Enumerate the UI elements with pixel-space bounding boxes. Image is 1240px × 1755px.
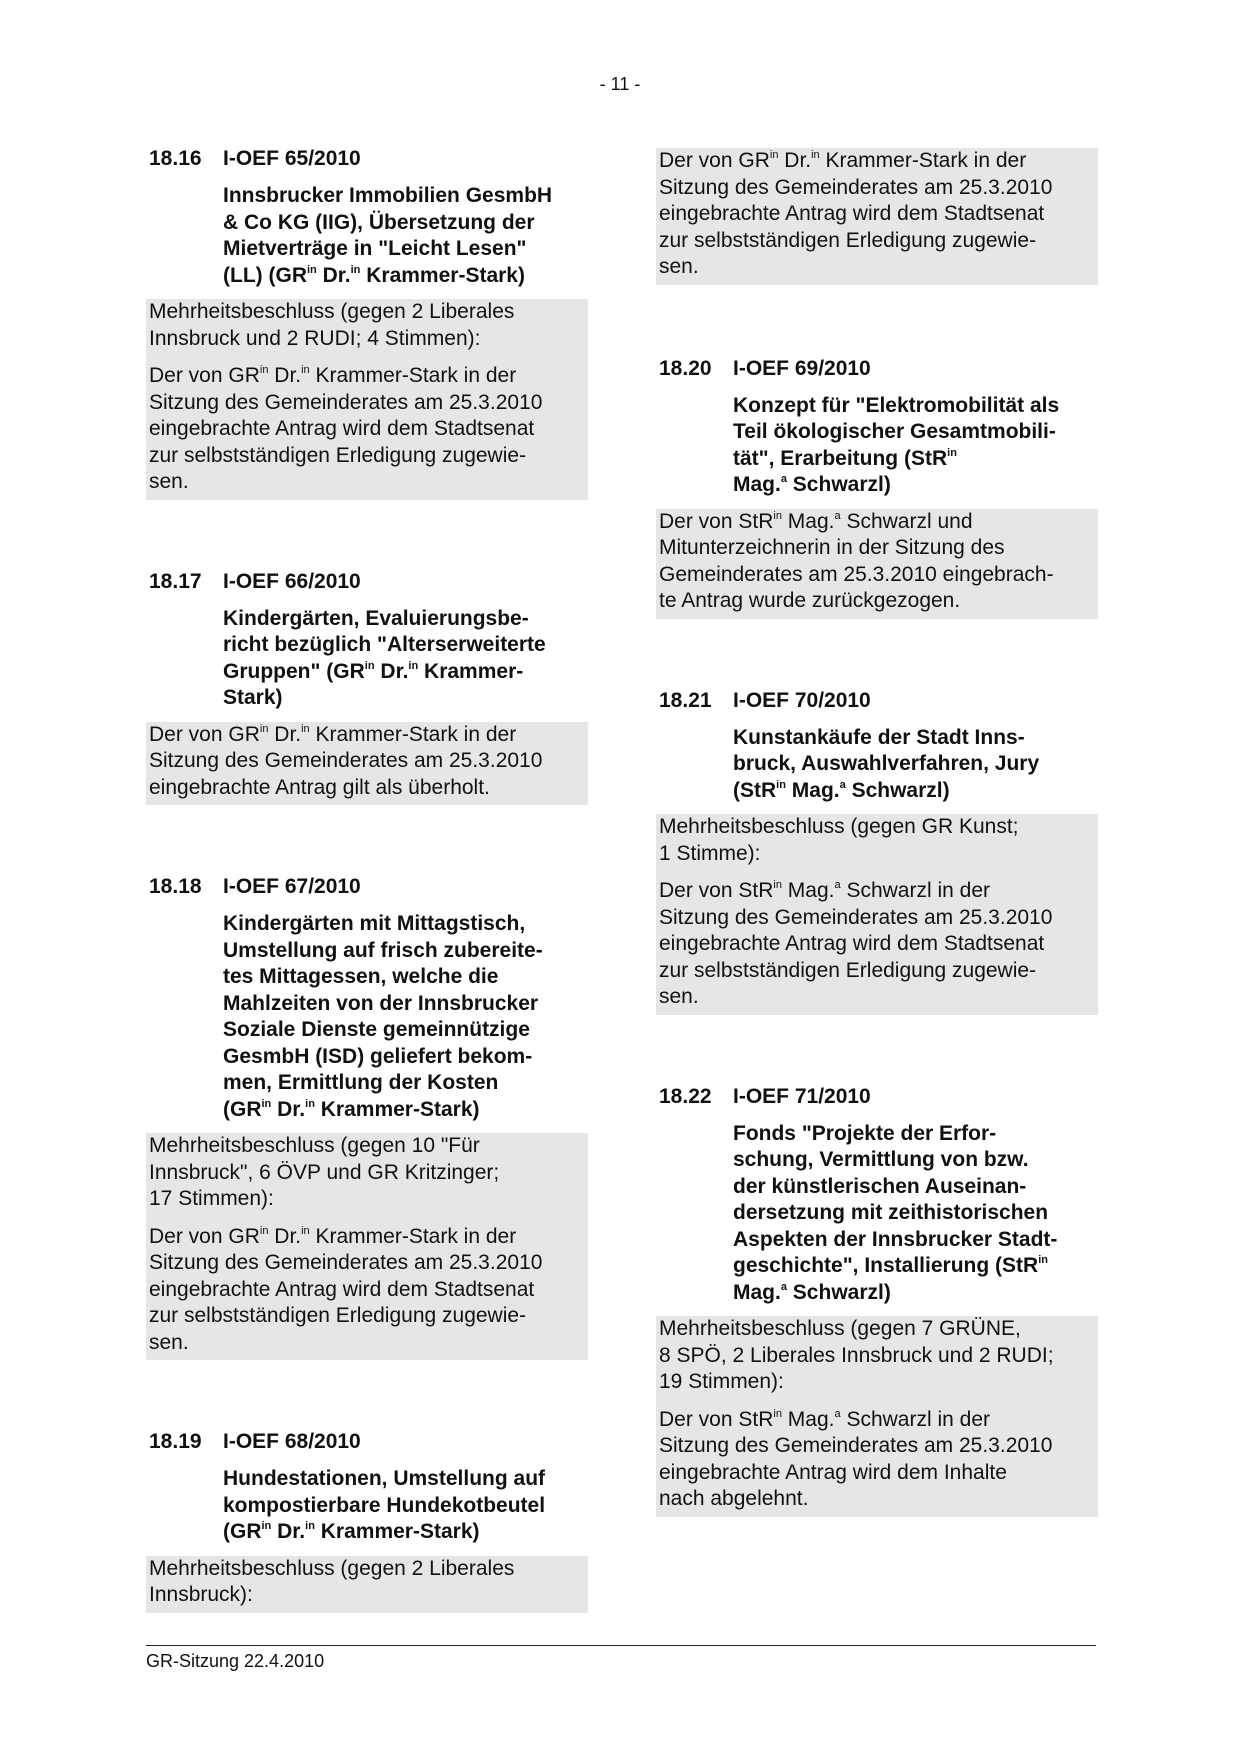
item-heading [656, 1084, 1098, 1110]
agenda-item-18-20 [656, 356, 1098, 619]
page-number: - 11 - [599, 74, 641, 94]
item-title: Kindergärten mit Mittagstisch, Umstellung auf frisch zubereite- tes Mittagessen, welche die Mahlzeiten von der Innsbrucker Soziale Dienste gemeinnützige GesmbH (ISD) geliefert bekom- men, Ermittlung der Kosten ($GR^{in}$ Dr.$^{in}$ Krammer-Stark) [223, 912, 543, 1121]
resolution-text: Der von StR$^{in}$ Mag.$^a$ Schwarzl in der Sitzung des Gemeinderates am 25.3.2010 eingebrachte Antrag wird dem Inhalte nach abgelehnt. [659, 1407, 1053, 1510]
item-title: Kunstankäufe der Stadt Inns- bruck, Auswahlverfahren, Jury (StR$^{in}$ Mag.$^a$ Schwarzl) [733, 725, 1040, 802]
resolution-box [146, 722, 588, 806]
agenda-item-18-16 [146, 146, 588, 500]
item-heading [146, 146, 588, 172]
item-code: I-OEF 68/2010 [223, 1430, 361, 1453]
item-title: Konzept für "Elektromobilität als Teil ökologischer Gesamtmobili- tät", Erarbeitung (StR$^{in}$ Mag.$^a$ Schwarzl) [733, 393, 1060, 496]
item-number: 18.16 [149, 147, 202, 170]
resolution-text: Der von $GR^{in}$ Dr.$^{in}$ Krammer-Stark in der Sitzung des Gemeinderates am 25.3.2010 eingebrachte Antrag wird dem Stadtsenat zur selbstständigen Erledigung zugewie- sen. [149, 1224, 543, 1354]
resolution-text: Der von $GR^{in}$ Dr.$^{in}$ Krammer-Stark in der Sitzung des Gemeinderates am 25.3.2010 eingebrachte Antrag wird dem Stadtsenat zur selbstständigen Erledigung zugewie- sen. [149, 364, 543, 493]
resolution-text: Der von StR$^{in}$ Mag.$^a$ Schwarzl und Mitunterzeichnerin in der Sitzung des Gemeinderates am 25.3.2010 eingebrach- te Antrag wurde zurückgezogen. [659, 509, 1054, 612]
item-title: Fonds "Projekte der Erfor- schung, Vermittlung von bzw. der künstlerischen Auseinan- dersetzung mit zeithistorischen Aspekten der Innsbrucker Stadt- geschichte", Installierung (StR$^{in}$ Mag.$^a$ Schwarzl) [733, 1121, 1058, 1304]
resolution-box [146, 1133, 588, 1360]
item-heading [146, 1429, 588, 1455]
right-column [656, 148, 1098, 1586]
resolution-box [146, 1556, 588, 1613]
item-code: I-OEF 67/2010 [223, 875, 361, 898]
item-heading [656, 356, 1098, 382]
agenda-item-18-22 [656, 1084, 1098, 1517]
item-title: Hundestationen, Umstellung auf kompostierbare Hundekotbeutel ($GR^{in}$ Dr.$^{in}$ Krammer-Stark) [223, 1467, 546, 1543]
agenda-item-18-19-continued [656, 148, 1098, 285]
agenda-item-18-17 [146, 569, 588, 806]
agenda-item-18-19 [146, 1429, 588, 1613]
item-code: I-OEF 71/2010 [733, 1084, 871, 1108]
resolution-box [656, 148, 1098, 285]
resolution-text: Der von $GR^{in}$ Dr.$^{in}$ Krammer-Stark in der Sitzung des Gemeinderates am 25.3.2010 eingebrachte Antrag gilt als überholt. [149, 722, 543, 799]
item-code: I-OEF 70/2010 [733, 688, 871, 712]
item-heading [146, 874, 588, 900]
resolution-box [146, 299, 588, 500]
resolution-text: Der von StR$^{in}$ Mag.$^a$ Schwarzl in der Sitzung des Gemeinderates am 25.3.2010 eingebrachte Antrag wird dem Stadtsenat zur selbstständigen Erledigung zugewie- sen. [659, 879, 1053, 1008]
resolution-box [656, 509, 1098, 619]
item-number: 18.20 [659, 356, 712, 380]
item-code: I-OEF 69/2010 [733, 356, 871, 380]
agenda-item-18-21 [656, 688, 1098, 1015]
item-number: 18.21 [659, 688, 712, 712]
left-column [146, 146, 588, 1682]
vote-text: Mehrheitsbeschluss (gegen GR Kunst; 1 Stimme): [659, 815, 1019, 865]
vote-text: Mehrheitsbeschluss (gegen 10 "Für Innsbruck", 6 ÖVP und GR Kritzinger; 17 Stimmen): [149, 1134, 500, 1210]
item-heading [146, 569, 588, 595]
item-number: 18.17 [149, 569, 202, 593]
footer-text: GR-Sitzung 22.4.2010 [146, 1651, 325, 1671]
vote-text: Mehrheitsbeschluss (gegen 2 Liberales Innsbruck): [149, 1556, 515, 1606]
resolution-box [656, 814, 1098, 1015]
footer [146, 1645, 1096, 1672]
item-number: 18.22 [659, 1084, 712, 1108]
item-code: I-OEF 65/2010 [223, 147, 361, 170]
item-title: Innsbrucker Immobilien GesmbH & Co KG (IIG), Übersetzung der Mietverträge in "Leicht Lesen" (LL) ($GR^{in}$ Dr.$^{in}$ Krammer-Stark) [223, 184, 553, 287]
item-number: 18.19 [149, 1430, 202, 1453]
vote-text: Mehrheitsbeschluss (gegen 2 Liberales Innsbruck und 2 RUDI; 4 Stimmen): [149, 300, 515, 350]
vote-text: Mehrheitsbeschluss (gegen 7 GRÜNE, 8 SPÖ, 2 Liberales Innsbruck und 2 RUDI; 19 Stimmen): [659, 1317, 1054, 1393]
item-code: I-OEF 66/2010 [223, 569, 361, 593]
agenda-item-18-18 [146, 874, 588, 1360]
resolution-box [656, 1316, 1098, 1517]
item-title: Kindergärten, Evaluierungsbe- richt bezüglich "Alterserweiterte Gruppen" ($GR^{in}$ Dr.$^{in}$ Krammer- Stark) [223, 606, 546, 709]
resolution-text: Der von $GR^{in}$ Dr.$^{in}$ Krammer-Stark in der Sitzung des Gemeinderates am 25.3.2010 eingebrachte Antrag wird dem Stadtsenat zur selbstständigen Erledigung zugewie- sen. [659, 149, 1053, 278]
item-number: 18.18 [149, 875, 202, 898]
item-heading [656, 688, 1098, 714]
